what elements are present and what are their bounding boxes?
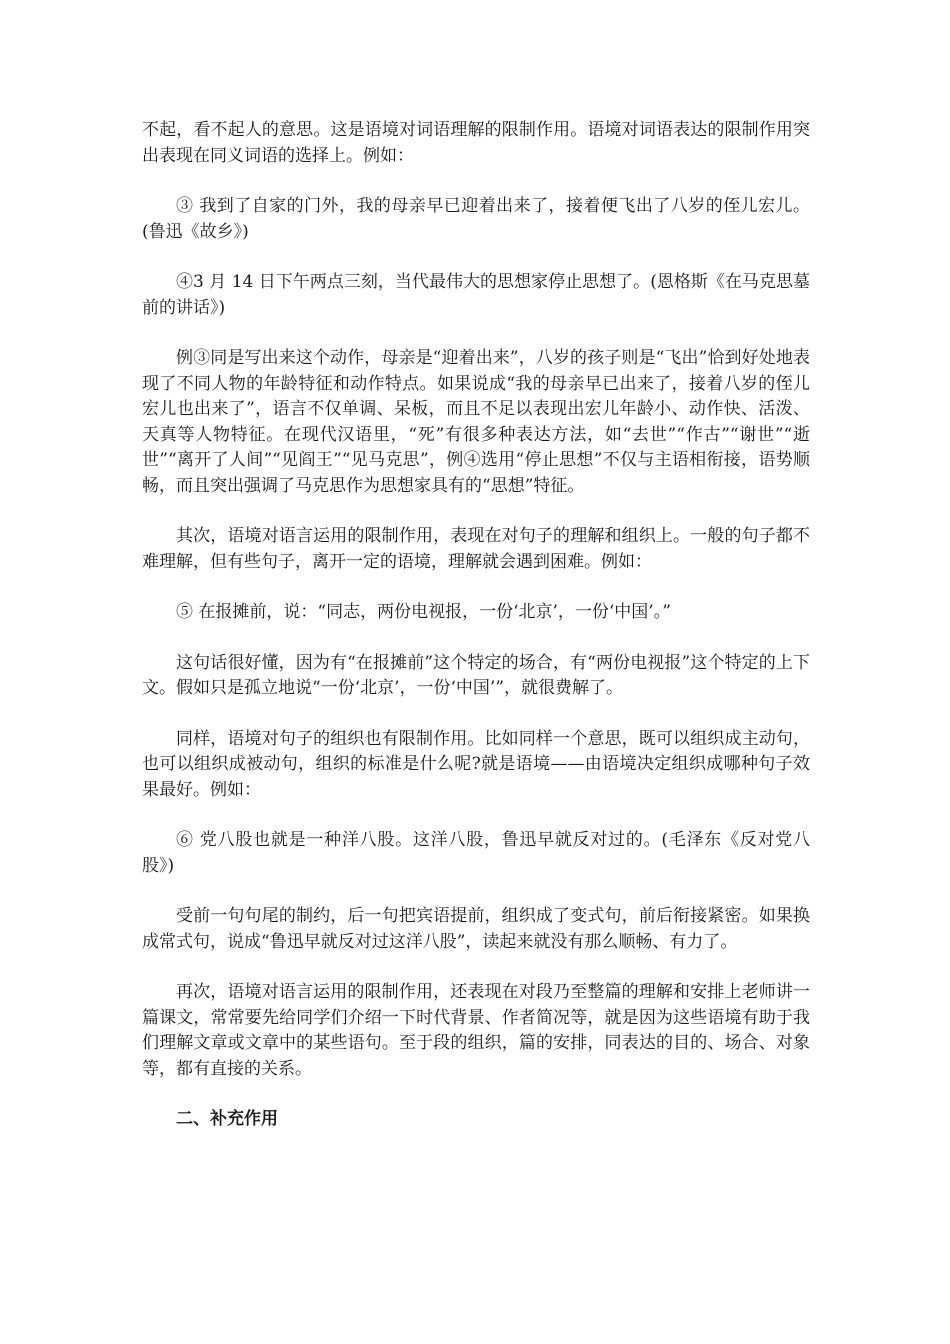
example-6: ⑥ 党八股也就是一种洋八股。这洋八股，鲁迅早就反对过的。(毛泽东《反对党八股》)	[142, 830, 810, 876]
sentence-limitation-paragraph: 其次，语境对语言运用的限制作用，表现在对句子的理解和组织上。一般的句子都不难理解，但有些句子，离开一定的语境，理解就会遇到困难。例如：	[142, 526, 810, 572]
analysis-paragraph-example-5: 这句话很好懂，因为有“在报摊前”这个特定的场合，有“两份电视报”这个特定的上下文。假如只是孤立地说“一份‘北京’，一份‘中国’”，就很费解了。	[142, 652, 810, 698]
analysis-paragraph-example-6: 受前一句句尾的制约，后一句把宾语提前，组织成了变式句，前后衔接紧密。如果换成常式句，说成“鲁迅早就反对过这洋八股”，读起来就没有那么顺畅、有力了。	[142, 906, 810, 952]
example-4: ④3 月 14 日下午两点三刻，当代最伟大的思想家停止思想了。(恩格斯《在马克思墓前的讲话》)	[142, 272, 810, 318]
sentence-organization-paragraph: 同样，语境对句子的组织也有限制作用。比如同样一个意思，既可以组织成主动句，也可以组织成被动句，组织的标准是什么呢?就是语境——由语境决定组织成哪种句子效果最好。例如：	[142, 728, 810, 800]
paragraph-and-text-limitation-paragraph: 再次，语境对语言运用的限制作用，还表现在对段乃至整篇的理解和安排上老师讲一篇课文，常常要先给同学们介绍一下时代背景、作者简况等，就是因为这些语境有助于我们理解文章或文章中的某些语句。至于段的组织，篇的安排，同表达的目的、场合、对象等，都有直接的关系。	[142, 982, 810, 1079]
example-3: ③ 我到了自家的门外，我的母亲早已迎着出来了，接着便飞出了八岁的侄儿宏儿。(鲁迅《故乡》)	[142, 196, 810, 242]
analysis-paragraph-examples-3-4: 例③同是写出来这个动作，母亲是“迎着出来”，八岁的孩子则是“飞出”恰到好处地表现了不同人物的年龄特征和动作特点。如果说成“我的母亲早已出来了，接着八岁的侄儿宏儿也出来了”，语言不仅单调、呆板，而且不足以表现出宏儿年龄小、动作快、活泼、天真等人物特征。在现代汉语里，“死”有很多种表达方法，如“去世”“作古”“谢世”“逝世”“离开了人间”“见阎王”“见马克思”，例④选用“停止思想”不仅与主语相衔接，语势顺畅，而且突出强调了马克思作为思想家具有的“思想”特征。	[142, 348, 810, 496]
section-heading: 二、补充作用	[176, 1109, 278, 1129]
example-5: ⑤ 在报摊前，说：“同志，两份电视报，一份‘北京’，一份‘中国’。”	[176, 602, 671, 622]
document-page	[142, 118, 810, 1133]
paragraph-continuation: 不起，看不起人的意思。这是语境对词语理解的限制作用。语境对词语表达的限制作用突出表现在同义词语的选择上。例如：	[142, 120, 810, 166]
